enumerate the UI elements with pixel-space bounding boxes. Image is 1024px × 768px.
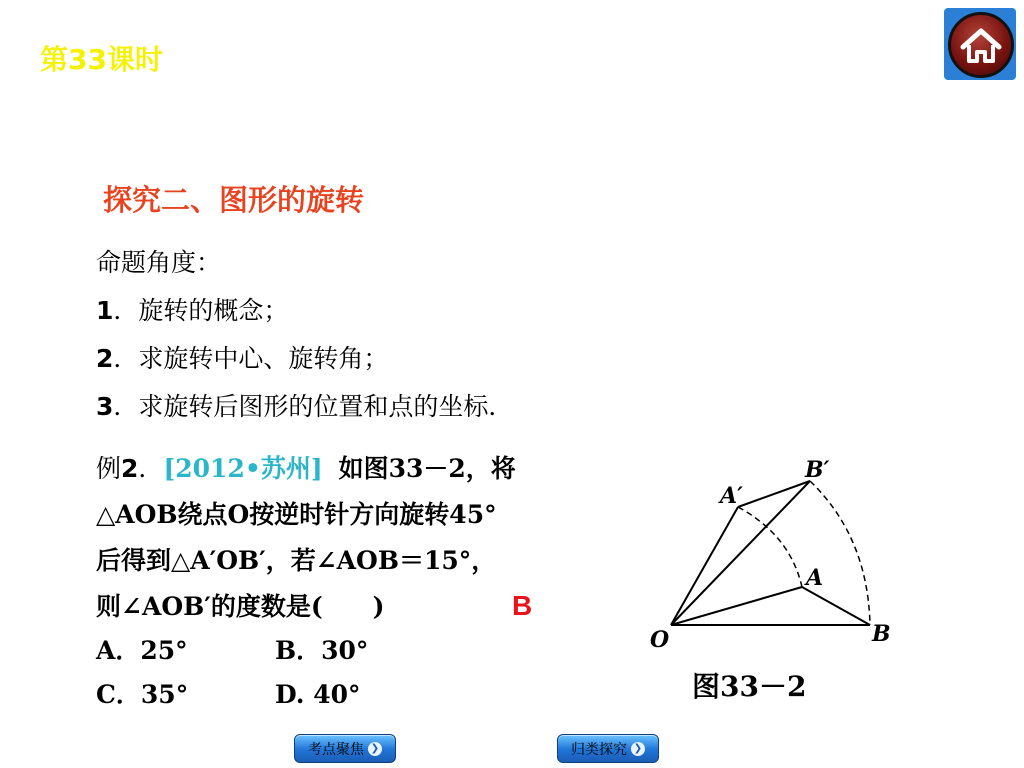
label-b: B: [872, 621, 891, 647]
list-item: [96, 294, 288, 328]
label-a-prime: A′: [720, 483, 743, 509]
chevron-right-icon: ❯: [368, 742, 382, 756]
example-prefix: 例: [96, 454, 122, 483]
example-line-3: 后得到△A′OB′，若∠AOB＝15°，: [96, 546, 497, 575]
next-section-button[interactable]: [557, 734, 659, 763]
item-text: ．旋转的概念；: [113, 296, 289, 325]
section-heading: 探究二、图形的旋转: [103, 183, 365, 217]
item-number: 1: [96, 296, 114, 325]
item-text: ．求旋转后图形的位置和点的坐标．: [113, 392, 514, 421]
item-number: 2: [96, 344, 114, 373]
option-d: D. 40°: [275, 680, 361, 709]
example-text: 如图33－2，将: [338, 454, 516, 483]
rotation-figure: [640, 455, 910, 660]
example-line-2: △AOB绕点O按逆时针方向旋转45°: [96, 500, 497, 529]
example-number: 2: [121, 454, 139, 483]
label-b-prime: B′: [805, 457, 830, 483]
example-line-4: 则∠AOB′的度数是( ): [96, 592, 385, 621]
option-a: A．25°: [96, 636, 188, 665]
item-number: 3: [96, 392, 114, 421]
label-a: A: [806, 565, 824, 591]
example-line-1: [96, 452, 516, 486]
list-item: [96, 390, 513, 424]
arc-b: [810, 481, 870, 625]
lesson-title: 第33课时: [40, 43, 163, 76]
next-section-label: 归类探究: [571, 741, 627, 758]
example-dot: ．: [138, 454, 164, 483]
prev-section-label: 考点聚焦: [308, 741, 364, 758]
segment-a-prime-b-prime: [738, 481, 810, 507]
angles-label: 命题角度：: [96, 248, 222, 277]
home-icon: [948, 12, 1014, 78]
answer-mark: B: [512, 590, 533, 621]
figure-caption: 图33－2: [692, 670, 807, 703]
home-button[interactable]: [944, 8, 1016, 80]
prev-section-button[interactable]: [294, 734, 396, 763]
option-b: B．30°: [275, 636, 369, 665]
label-o: O: [650, 627, 670, 653]
chevron-right-icon: ❯: [631, 742, 645, 756]
example-source: [2012•苏州]: [163, 454, 323, 483]
segment-a-b: [802, 587, 870, 625]
list-item: [96, 342, 388, 376]
option-c: C．35°: [96, 680, 189, 709]
item-text: ．求旋转中心、旋转角；: [113, 344, 389, 373]
